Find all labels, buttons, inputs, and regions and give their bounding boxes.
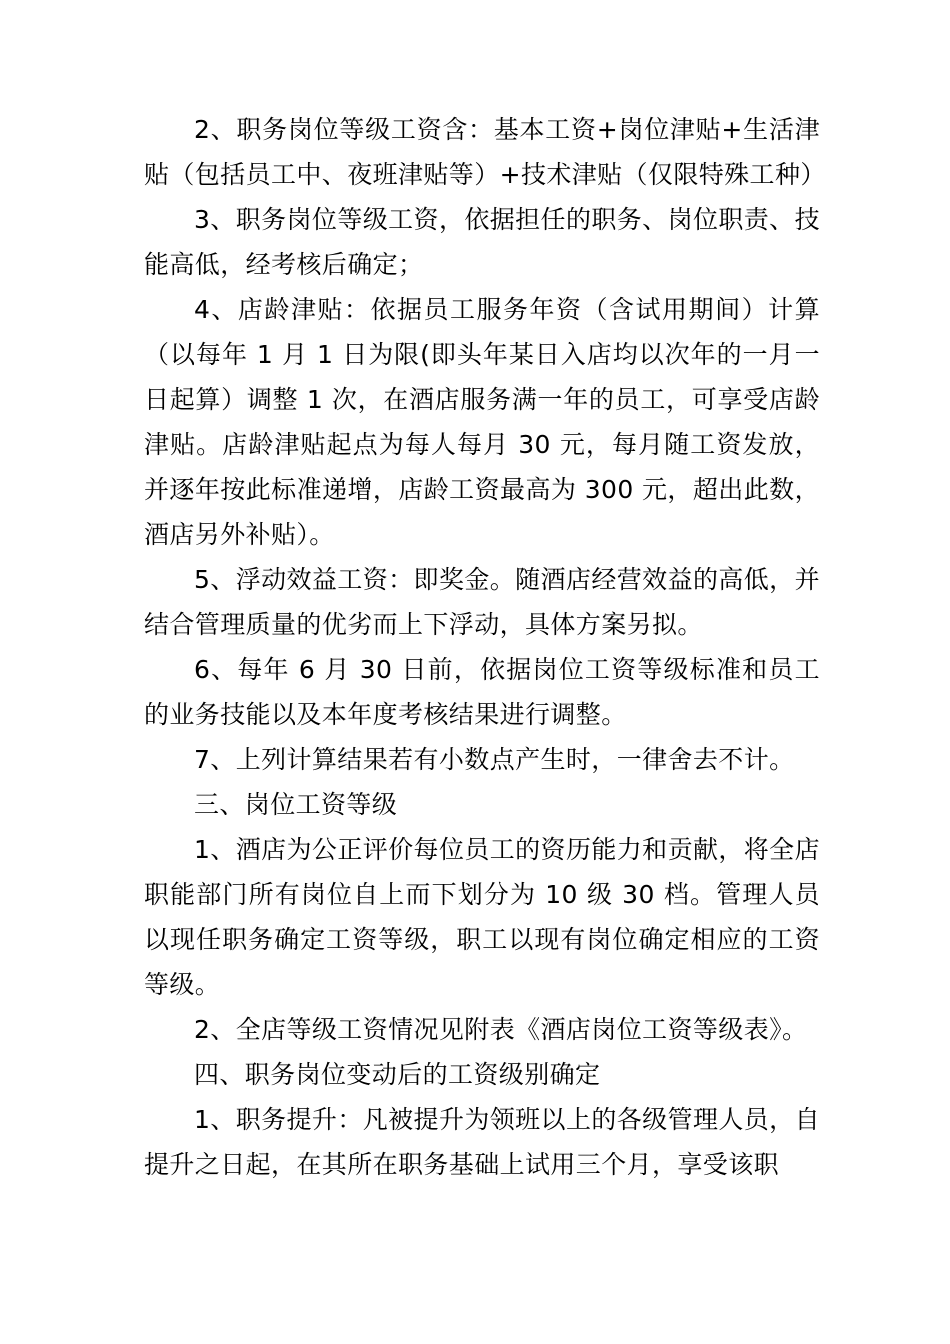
paragraph-4-seniority-allowance: 4、店龄津贴：依据员工服务年资（含试用期间）计算（以每年 1 月 1 日为限(即头年某日入店均以次年的一月一日起算）调整 1 次，在酒店服务满一年的员工，可享受店龄津贴。店龄津贴起点为每人每月 30 元，每月随工资发放，并逐年按此标准递增，店龄工资最高为 300 元，超出此数，酒店另外补贴）。 — [144, 295, 820, 549]
paragraph-5-floating-bonus: 5、浮动效益工资：即奖金。随酒店经营效益的高低，并结合管理质量的优劣而上下浮动，具体方案另拟。 — [144, 565, 820, 639]
paragraph-6-annual-adjustment: 6、每年 6 月 30 日前，依据岗位工资等级标准和员工的业务技能以及本年度考核结果进行调整。 — [144, 655, 820, 729]
paragraph-promotion: 1、职务提升：凡被提升为领班以上的各级管理人员，自提升之日起，在其所在职务基础上试用三个月，享受该职 — [144, 1105, 820, 1179]
paragraph-7-rounding-rule: 7、上列计算结果若有小数点产生时，一律舍去不计。 — [194, 745, 795, 774]
paragraph-3-position-salary: 3、职务岗位等级工资，依据担任的职务、岗位职责、技能高低，经考核后确定； — [144, 205, 820, 279]
paragraph-grade-table-reference: 2、全店等级工资情况见附表《酒店岗位工资等级表》。 — [194, 1015, 808, 1044]
paragraph-grade-division: 1、酒店为公正评价每位员工的资历能力和贡献，将全店职能部门所有岗位自上而下划分为 10 级 30 档。管理人员以现任职务确定工资等级，职工以现有岗位确定相应的工资等级。 — [144, 835, 820, 999]
section-heading-position-change: 四、职务岗位变动后的工资级别确定 — [194, 1060, 601, 1089]
section-heading-salary-grades: 三、岗位工资等级 — [194, 790, 398, 819]
paragraph-2-salary-composition: 2、职务岗位等级工资含：基本工资+岗位津贴+生活津贴（包括员工中、夜班津贴等）+技术津贴（仅限特殊工种） — [144, 115, 826, 189]
document-body — [144, 107, 826, 1187]
